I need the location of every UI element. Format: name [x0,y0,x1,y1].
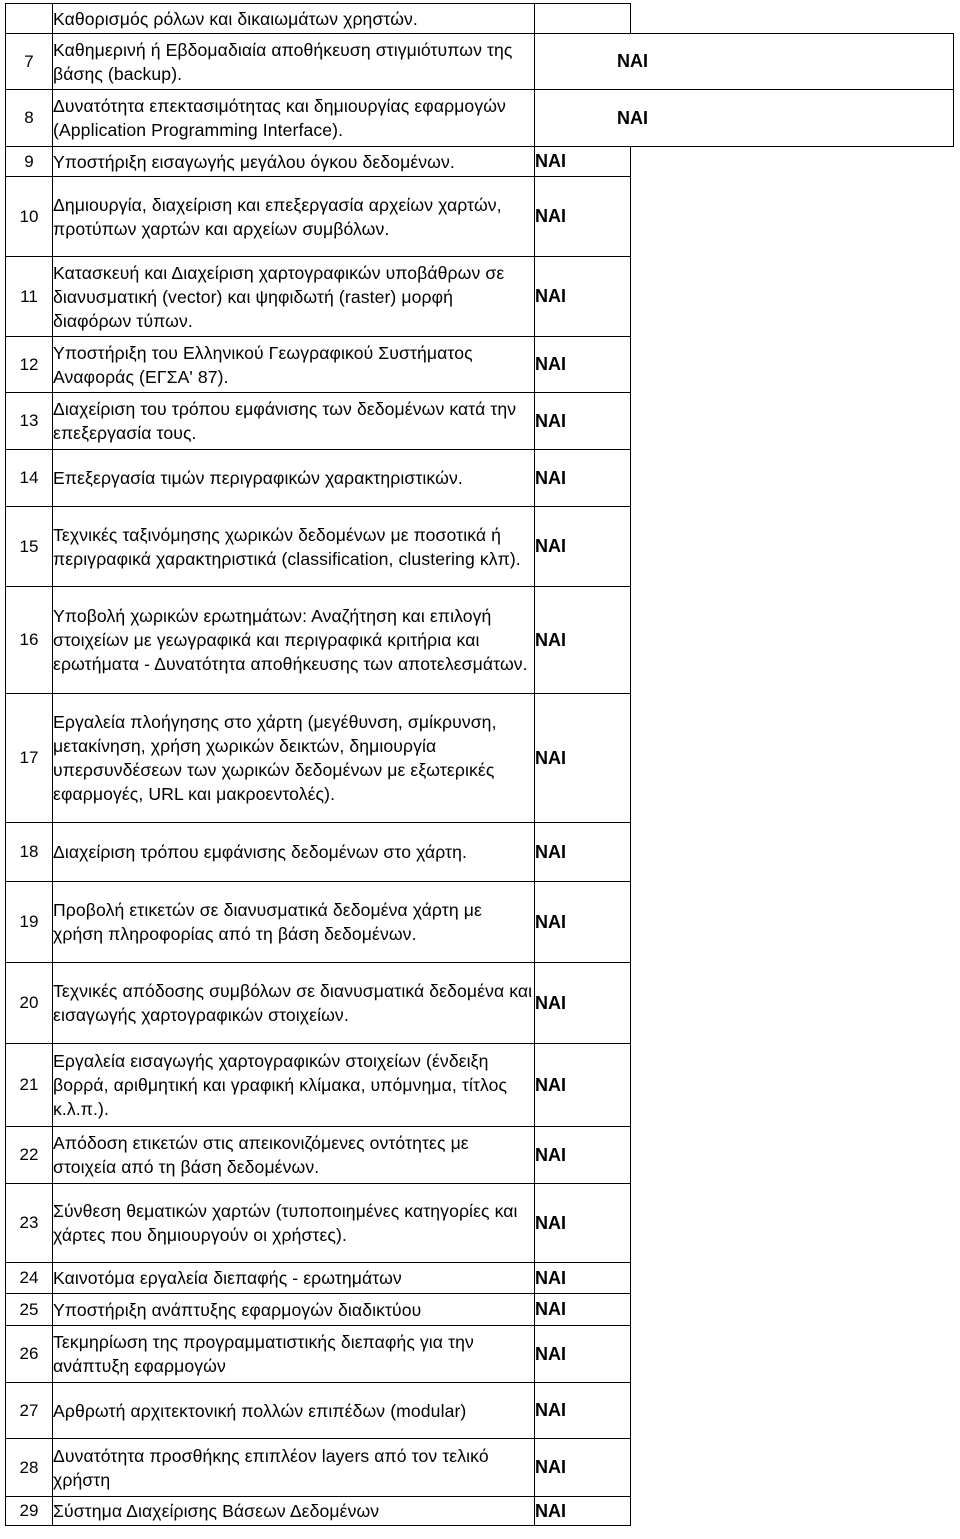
row-description: Σύνθεση θεματικών χαρτών (τυποποιημένες κατηγορίες και χάρτες που δημιουργούν οι χρήστες). [53,1184,535,1263]
row-number: 9 [6,147,53,177]
row-answer: ΝΑΙ [535,1439,631,1497]
table-row [6,393,954,450]
row-description: Υποβολή χωρικών ερωτημάτων: Αναζήτηση και επιλογή στοιχείων με γεωγραφικά και περιγραφικά κριτήρια και ερωτήματα - Δυνατότητα αποθήκευσης των αποτελεσμάτων. [53,587,535,694]
table-row [6,1497,954,1526]
row-description: Σύστημα Διαχείρισης Βάσεων Δεδομένων [53,1497,535,1526]
requirements-table [5,3,954,1526]
row-answer: ΝΑΙ [535,90,954,147]
table-row [6,1294,954,1326]
table-row [6,1383,954,1439]
row-number: 7 [6,34,53,90]
row-description: Διαχείριση του τρόπου εμφάνισης των δεδομένων κατά την επεξεργασία τους. [53,393,535,450]
row-description: Υποστήριξη του Ελληνικού Γεωγραφικού Συστήματος Αναφοράς (ΕΓΣΑ' 87). [53,337,535,393]
row-description: Δυνατότητα επεκτασιμότητας και δημιουργίας εφαρμογών (Application Programming Interface). [53,90,535,147]
row-number: 16 [6,587,53,694]
row-description: Απόδοση ετικετών στις απεικονιζόμενες οντότητες με στοιχεία από τη βάση δεδομένων. [53,1127,535,1184]
row-answer: ΝΑΙ [535,823,631,882]
row-answer: ΝΑΙ [535,694,631,823]
row-answer: ΝΑΙ [535,507,631,587]
row-description: Εργαλεία πλοήγησης στο χάρτη (μεγέθυνση, σμίκρυνση, μετακίνηση, χρήση χωρικών δεικτών, δημιουργία υπερσυνδέσεων των χωρικών δεδομένων με εξωτερικές εφαρμογές, URL και μακροεντολές). [53,694,535,823]
table-row [6,694,954,823]
row-number: 20 [6,963,53,1044]
table-row [6,1127,954,1184]
table-row [6,1184,954,1263]
row-number: 27 [6,1383,53,1439]
row-description: Τεκμηρίωση της προγραμματιστικής διεπαφής για την ανάπτυξη εφαρμογών [53,1326,535,1383]
row-number: 12 [6,337,53,393]
row-answer: ΝΑΙ [535,1044,631,1127]
row-answer: ΝΑΙ [535,1383,631,1439]
row-answer: ΝΑΙ [535,1326,631,1383]
row-number: 21 [6,1044,53,1127]
table-row [6,1044,954,1127]
table-row [6,507,954,587]
row-number: 14 [6,450,53,507]
row-answer [535,4,631,34]
row-number: 26 [6,1326,53,1383]
row-number: 17 [6,694,53,823]
table-row [6,882,954,963]
row-description: Υποστήριξη εισαγωγής μεγάλου όγκου δεδομένων. [53,147,535,177]
row-number: 15 [6,507,53,587]
row-answer: ΝΑΙ [535,147,631,177]
row-description: Καινοτόμα εργαλεία διεπαφής - ερωτημάτων [53,1263,535,1294]
table-row [6,147,954,177]
row-description: Καθημερινή ή Εβδομαδιαία αποθήκευση στιγμιότυπων της βάσης (backup). [53,34,535,90]
row-description: Τεχνικές ταξινόμησης χωρικών δεδομένων με ποσοτικά ή περιγραφικά χαρακτηριστικά (classification, clustering κλπ). [53,507,535,587]
row-answer: ΝΑΙ [535,587,631,694]
row-number: 25 [6,1294,53,1326]
row-description: Δημιουργία, διαχείριση και επεξεργασία αρχείων χαρτών, προτύπων χαρτών και αρχείων συμβόλων. [53,177,535,257]
row-answer: ΝΑΙ [535,1184,631,1263]
table-row [6,337,954,393]
table-row [6,4,954,34]
row-description: Υποστήριξη ανάπτυξης εφαρμογών διαδικτύου [53,1294,535,1326]
row-number: 18 [6,823,53,882]
row-number: 23 [6,1184,53,1263]
row-number: 10 [6,177,53,257]
row-answer: ΝΑΙ [535,393,631,450]
table-row [6,257,954,337]
row-description: Δυνατότητα προσθήκης επιπλέον layers από τον τελικό χρήστη [53,1439,535,1497]
table-row [6,177,954,257]
table-row [6,1439,954,1497]
row-answer: ΝΑΙ [535,257,631,337]
row-answer: ΝΑΙ [535,337,631,393]
row-answer: ΝΑΙ [535,963,631,1044]
table-row [6,587,954,694]
row-description: Εργαλεία εισαγωγής χαρτογραφικών στοιχείων (ένδειξη βορρά, αριθμητική και γραφική κλίμακα, υπόμνημα, τίτλος κ.λ.π.). [53,1044,535,1127]
row-answer: ΝΑΙ [535,34,954,90]
row-answer: ΝΑΙ [535,450,631,507]
row-number: 24 [6,1263,53,1294]
row-answer: ΝΑΙ [535,177,631,257]
row-answer: ΝΑΙ [535,1263,631,1294]
row-description: Αρθρωτή αρχιτεκτονική πολλών επιπέδων (modular) [53,1383,535,1439]
table-row [6,963,954,1044]
row-number: 8 [6,90,53,147]
row-description: Κατασκευή και Διαχείριση χαρτογραφικών υποβάθρων σε διανυσματική (vector) και ψηφιδωτή (raster) μορφή διαφόρων τύπων. [53,257,535,337]
row-number: 22 [6,1127,53,1184]
row-number: 11 [6,257,53,337]
row-number: 13 [6,393,53,450]
row-description: Καθορισμός ρόλων και δικαιωμάτων χρηστών. [53,4,535,34]
table-row [6,34,954,90]
table-row [6,823,954,882]
table-row [6,450,954,507]
row-description: Επεξεργασία τιμών περιγραφικών χαρακτηριστικών. [53,450,535,507]
row-answer: ΝΑΙ [535,1127,631,1184]
row-description: Διαχείριση τρόπου εμφάνισης δεδομένων στο χάρτη. [53,823,535,882]
table-row [6,1326,954,1383]
row-number: 28 [6,1439,53,1497]
row-answer: ΝΑΙ [535,882,631,963]
row-description: Τεχνικές απόδοσης συμβόλων σε διανυσματικά δεδομένα και εισαγωγής χαρτογραφικών στοιχείων. [53,963,535,1044]
table-row [6,1263,954,1294]
row-answer: ΝΑΙ [535,1497,631,1526]
table-row [6,90,954,147]
row-number: 19 [6,882,53,963]
row-number [6,4,53,34]
row-description: Προβολή ετικετών σε διανυσματικά δεδομένα χάρτη με χρήση πληροφορίας από τη βάση δεδομένων. [53,882,535,963]
row-number: 29 [6,1497,53,1526]
row-answer: ΝΑΙ [535,1294,631,1326]
